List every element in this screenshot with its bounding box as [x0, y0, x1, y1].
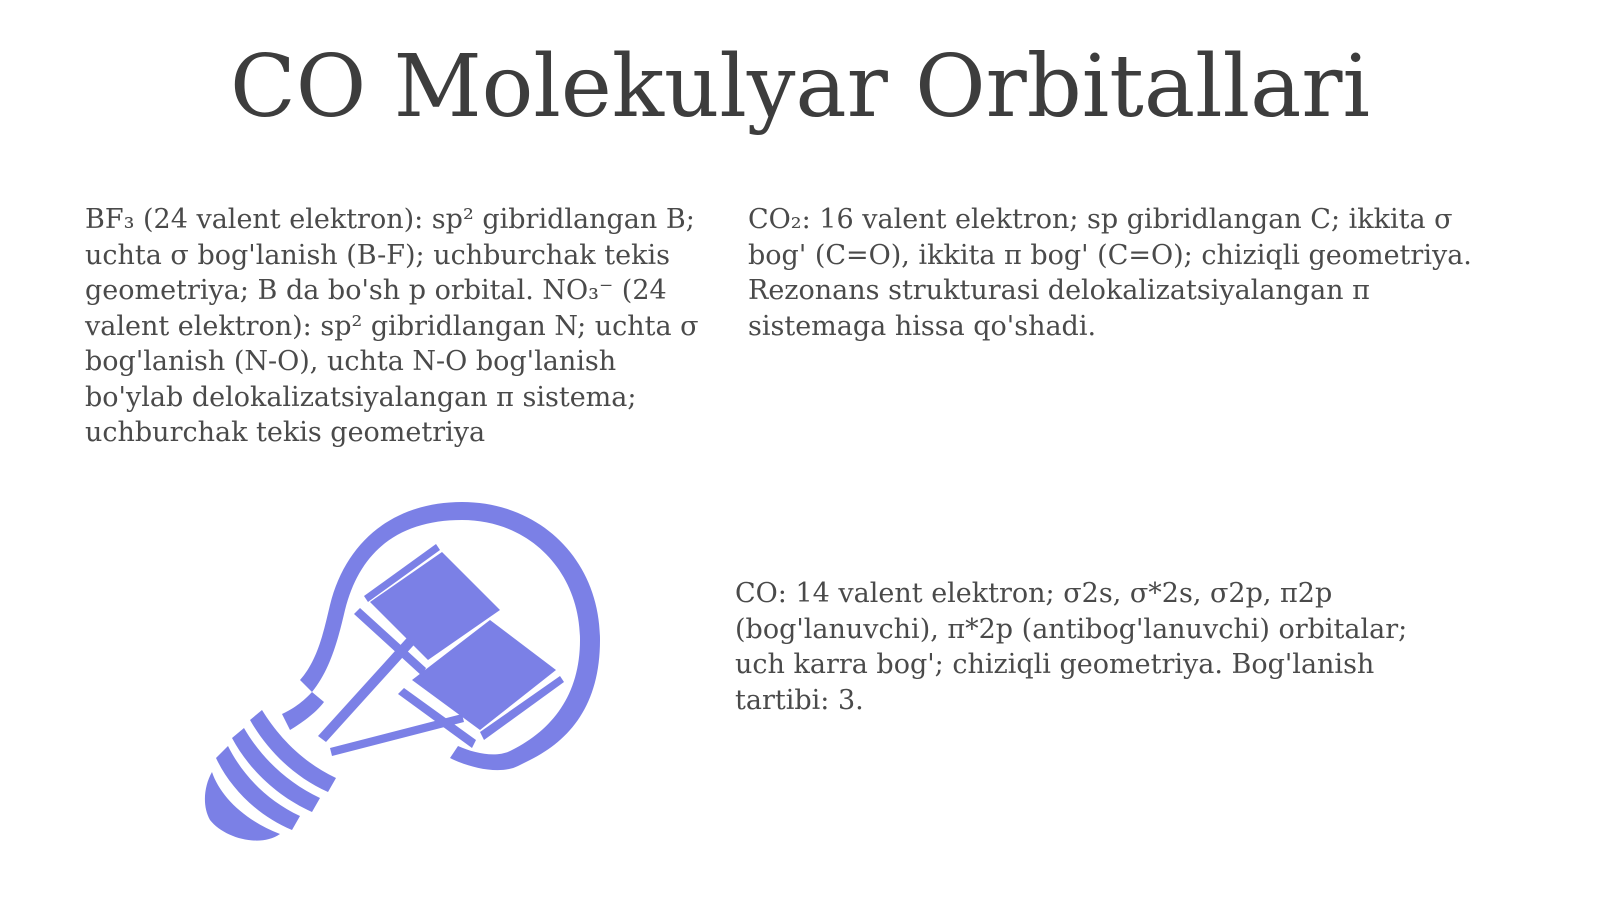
slide-title: CO Molekulyar Orbitallari — [229, 37, 1371, 137]
text-block-bf3-no3: BF₃ (24 valent elektron): sp² gibridlangan B; uchta σ bog'lanish (B-F); uchburchak tekis geometriya; B da bo'sh p orbital. NO₃⁻ (24 valent elektron): sp² gibridlangan N; uchta σ bog'lanish (N-O), uchta N-O bog'lanish bo'ylab delokalizatsiyalangan π sistema; uchburchak tekis geometriya — [85, 204, 699, 448]
text-block-co: CO: 14 valent elektron; σ2s, σ*2s, σ2p, π2p (bog'lanuvchi), π*2p (antibog'lanuvchi) orbitalar; uch karra bog'; chiziqli geometriya. Bog'lanish tartibi: 3. — [735, 578, 1408, 716]
text-block-co2: CO₂: 16 valent elektron; sp gibridlangan C; ikkita σ bog' (C=O), ikkita π bog' (C=O); chiziqli geometriya. Rezonans strukturasi delokalizatsiyalangan π sistemaga hissa qo'shadi. — [748, 204, 1472, 342]
lightbulb-book-icon — [200, 500, 620, 845]
